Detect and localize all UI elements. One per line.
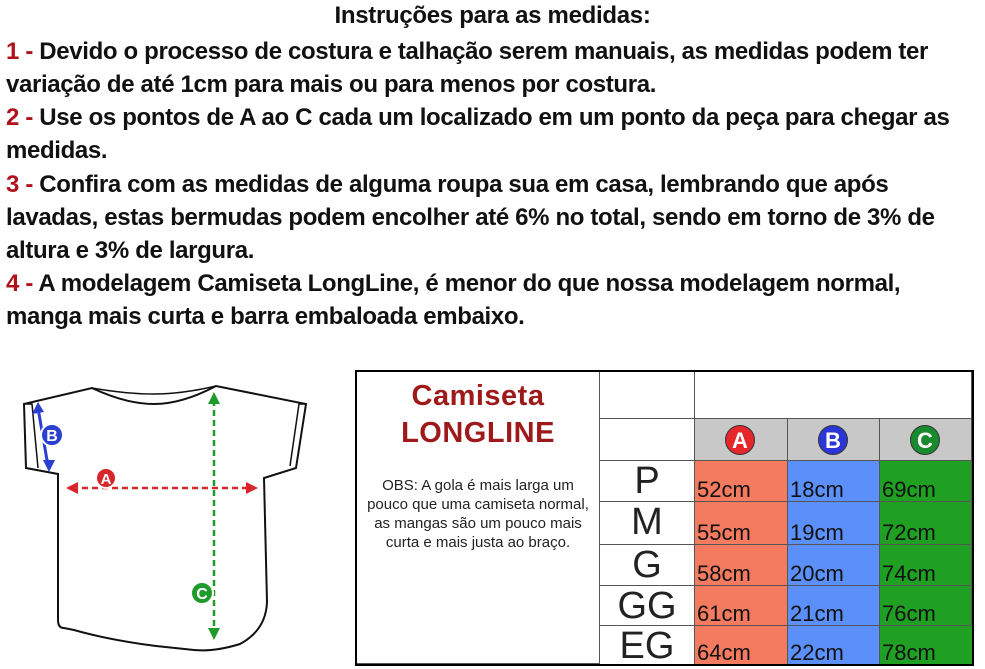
- empty-cell: [600, 372, 695, 419]
- instruction-number: 3 -: [6, 171, 33, 198]
- instruction-text: Use os pontos de A ao C cada um localizado em um ponto da peça para chegar as medidas.: [6, 104, 950, 164]
- value-c: 74cm: [880, 545, 972, 586]
- empty-cell: [695, 372, 972, 419]
- value-a: 64cm: [695, 626, 788, 664]
- size-label: G: [600, 545, 695, 586]
- size-label: M: [600, 502, 695, 545]
- header-b-badge: B: [818, 425, 848, 455]
- a-label: A: [100, 471, 112, 488]
- c-label: C: [196, 586, 208, 603]
- value-c: 78cm: [880, 626, 972, 664]
- value-b: 20cm: [788, 545, 880, 586]
- shirt-outline: [24, 386, 306, 650]
- header-b-cell: [788, 419, 880, 461]
- instruction-number: 2 -: [6, 104, 33, 131]
- value-c: 69cm: [880, 461, 972, 502]
- size-label: EG: [600, 626, 695, 664]
- size-header-cell: [600, 419, 695, 461]
- instruction-item-2: [6, 101, 981, 167]
- value-a: 61cm: [695, 586, 788, 626]
- instruction-text: Devido o processo de costura e talhação serem manuais, as medidas podem ter variação de até 1cm para mais ou para menos por costura.: [6, 38, 929, 98]
- value-c: 72cm: [880, 502, 972, 545]
- shirt-diagram: [14, 382, 319, 657]
- instruction-text: A modelagem Camiseta LongLine, é menor do que nossa modelagem normal, manga mais curta e barra embaloada embaixo.: [6, 270, 901, 330]
- obs-note: OBS: A gola é mais larga um pouco que uma camiseta normal, as mangas são um pouco mais curta e mais justa ao braço.: [367, 477, 589, 551]
- value-b: 19cm: [788, 502, 880, 545]
- value-b: 21cm: [788, 586, 880, 626]
- b-label: B: [46, 428, 58, 445]
- header-a-cell: [695, 419, 788, 461]
- brand-name-line1: Camiseta: [411, 380, 545, 412]
- instruction-text: Confira com as medidas de alguma roupa sua em casa, lembrando que após lavadas, estas bermudas podem encolher até 6% no total, sendo em torno de 3% de altura e 3% de largura.: [6, 171, 935, 264]
- value-a: 52cm: [695, 461, 788, 502]
- value-c: 76cm: [880, 586, 972, 626]
- header-c-cell: [880, 419, 972, 461]
- instruction-number: 4 -: [6, 270, 33, 297]
- instruction-item-1: [6, 35, 981, 101]
- instructions-title: Instruções para as medidas:: [334, 2, 651, 29]
- size-table: [355, 370, 974, 666]
- instruction-item-4: [6, 267, 981, 333]
- instruction-number: 1 -: [6, 38, 33, 65]
- header-a-badge: A: [725, 425, 755, 455]
- size-label: GG: [600, 586, 695, 626]
- instruction-item-3: [6, 168, 981, 267]
- value-a: 58cm: [695, 545, 788, 586]
- header-c-badge: C: [910, 425, 940, 455]
- value-b: 22cm: [788, 626, 880, 664]
- value-a: 55cm: [695, 502, 788, 545]
- brand-panel: [357, 372, 600, 664]
- brand-name-line2: LONGLINE: [401, 417, 555, 449]
- value-b: 18cm: [788, 461, 880, 502]
- size-label: P: [600, 461, 695, 502]
